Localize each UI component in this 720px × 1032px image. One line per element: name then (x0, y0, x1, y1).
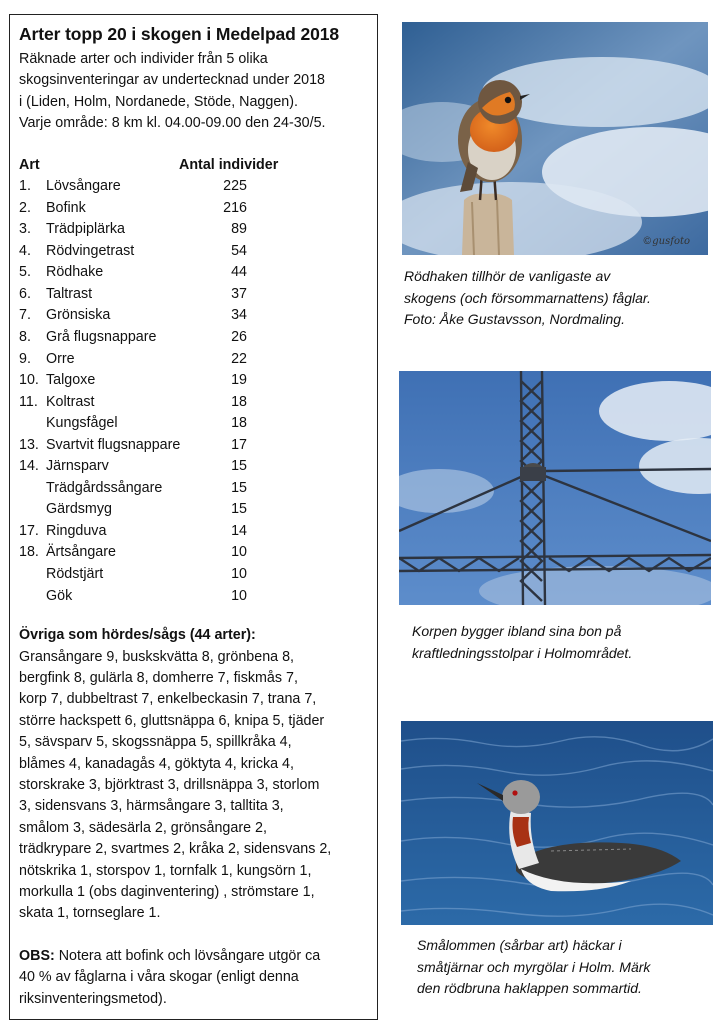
species-rank: 5. (19, 264, 31, 281)
species-name: Ringduva (46, 522, 107, 539)
species-name: Kungsfågel (46, 415, 118, 432)
species-rank: 9. (19, 350, 31, 367)
table-row (19, 392, 369, 414)
species-rank: 6. (19, 285, 31, 302)
obs-line (19, 946, 369, 967)
species-rank: 1. (19, 178, 31, 195)
caption-line: kraftledningsstolpar i Holmområdet. (412, 644, 633, 661)
species-name: Rödvingetrast (46, 242, 135, 259)
column-header-count: Antal individer (179, 156, 279, 173)
obs-line: 40 % av fåglarna i våra skogar (enligt denna (19, 969, 299, 986)
robin-caption (404, 266, 651, 331)
others-list (19, 647, 369, 925)
others-line: storskrake 3, björktrast 3, drillsnäppa 3, storlom (19, 776, 320, 793)
table-row (19, 284, 369, 306)
list-title: Arter topp 20 i skogen i Medelpad 2018 (19, 24, 340, 44)
species-count: 10 (231, 566, 247, 583)
species-count: 22 (231, 350, 247, 367)
species-rank: 2. (19, 199, 31, 216)
photo-watermark: ©gusfoto (642, 236, 690, 247)
species-name: Orre (46, 350, 75, 367)
table-row (19, 305, 369, 327)
others-line: större hackspett 6, gluttsnäppa 6, knipa 5, tjäder (19, 712, 325, 729)
others-line: morkulla 1 (obs daginventering) , strömstare 1, (19, 883, 315, 900)
table-row (19, 198, 369, 220)
intro-line: skogsinventeringar av undertecknad under 2018 (19, 72, 326, 89)
intro-text (19, 49, 369, 135)
species-list-box (9, 14, 378, 1020)
caption-line: den rödbruna haklappen sommartid. (417, 980, 642, 996)
species-rank: 18. (19, 544, 39, 561)
species-count: 54 (231, 242, 247, 259)
species-count: 10 (231, 587, 247, 604)
species-count: 18 (231, 393, 247, 410)
species-rank: 7. (19, 307, 31, 324)
table-row (19, 521, 369, 543)
species-name: Grönsiska (46, 307, 111, 324)
species-name: Järnsparv (46, 458, 109, 475)
others-heading: Övriga som hördes/sågs (44 arter): (19, 627, 256, 644)
others-line: korp 7, dubbeltrast 7, enkelbeckasin 7, trana 7, (19, 691, 317, 708)
species-rank: 11. (19, 393, 38, 410)
table-row (19, 499, 369, 521)
loon-caption (417, 935, 650, 1000)
intro-line: Räknade arter och individer från 5 olika (19, 51, 268, 67)
species-count: 216 (223, 199, 247, 216)
species-count: 44 (231, 264, 247, 281)
intro-line: i (Liden, Holm, Nordanede, Stöde, Naggen). (19, 93, 298, 110)
species-count: 15 (231, 479, 247, 496)
species-count: 34 (231, 307, 247, 324)
species-rank: 3. (19, 221, 31, 238)
caption-line: småtjärnar och myrgölar i Holm. Märk (417, 958, 651, 975)
others-line: 5, sävsparv 5, skogssnäppa 5, spillkråka 4, (19, 734, 292, 751)
species-count: 19 (231, 372, 247, 389)
table-row (19, 478, 369, 500)
caption-line: Foto: Åke Gustavsson, Nordmaling. (404, 311, 625, 327)
species-name: Ärtsångare (46, 544, 116, 561)
species-rank: 13. (19, 436, 39, 453)
table-row (19, 456, 369, 478)
species-count: 18 (231, 415, 247, 432)
table-row (19, 435, 369, 457)
species-count: 15 (231, 458, 247, 475)
table-row (19, 219, 369, 241)
table-row (19, 586, 369, 608)
table-row (19, 349, 369, 371)
table-row (19, 413, 369, 435)
species-rank: 4. (19, 242, 31, 259)
table-row (19, 176, 369, 198)
species-count: 37 (231, 285, 247, 302)
table-row (19, 262, 369, 284)
species-name: Trädgårdssångare (46, 479, 163, 496)
species-name: Talgoxe (46, 372, 96, 389)
species-name: Svartvit flugsnappare (46, 436, 181, 453)
species-count: 225 (223, 178, 247, 195)
obs-note (19, 946, 369, 1010)
species-name: Koltrast (46, 393, 95, 410)
others-line: smålom 3, sädesärla 2, grönsångare 2, (19, 819, 267, 836)
species-count: 89 (231, 221, 247, 238)
species-rank: 17. (19, 522, 39, 539)
species-name: Trädpiplärka (46, 221, 125, 238)
species-count: 17 (231, 436, 247, 453)
loon-photo (401, 721, 713, 925)
others-line: bergfink 8, gulärla 8, domherre 7, fiskmås 7, (19, 669, 298, 686)
obs-line: riksinventeringsmetod). (19, 990, 167, 1007)
species-rank: 14. (19, 458, 39, 475)
species-count: 14 (231, 522, 247, 539)
robin-photo (402, 22, 708, 255)
others-line: skata 1, tornseglare 1. (19, 905, 161, 922)
others-line: nötskrika 1, storspov 1, tornfalk 1, kungsörn 1, (19, 862, 312, 879)
column-header-species: Art (19, 156, 40, 173)
caption-line: Rödhaken tillhör de vanligaste av (404, 268, 611, 284)
species-name: Lövsångare (46, 178, 121, 195)
species-name: Rödstjärt (46, 566, 104, 583)
others-line: Gransångare 9, buskskvätta 8, grönbena 8, (19, 648, 294, 665)
others-line: 3, sidensvans 3, härmsångare 3, talltita 3, (19, 798, 284, 815)
others-line: trädkrypare 2, svartmes 2, kråka 2, sidensvans 2, (19, 841, 332, 858)
species-name: Rödhake (46, 264, 104, 281)
species-name: Grå flugsnappare (46, 329, 157, 345)
species-name: Gärdsmyg (46, 501, 112, 518)
species-rank: 8. (19, 329, 31, 345)
species-name: Taltrast (46, 285, 93, 302)
table-row (19, 241, 369, 263)
species-name: Bofink (46, 199, 86, 216)
table-row (19, 370, 369, 392)
species-rank: 10. (19, 372, 39, 389)
table-row (19, 327, 369, 349)
table-row (19, 542, 369, 564)
species-table (19, 155, 369, 607)
species-name: Gök (46, 587, 73, 604)
pylon-photo (399, 371, 711, 605)
obs-label: OBS: (19, 947, 55, 964)
caption-line: Korpen bygger ibland sina bon på (412, 623, 622, 639)
table-row (19, 564, 369, 586)
species-count: 26 (231, 329, 247, 345)
pylon-caption (412, 621, 632, 664)
table-header (19, 155, 369, 177)
caption-line: skogens (och försommarnattens) fåglar. (404, 289, 651, 306)
obs-text: Notera att bofink och lövsångare utgör ca (54, 947, 321, 964)
intro-line: Varje område: 8 km kl. 04.00-09.00 den 24-30/5. (19, 115, 326, 132)
species-count: 10 (231, 544, 247, 561)
species-count: 15 (231, 501, 247, 518)
others-line: blåmes 4, kanadagås 4, göktyta 4, kricka 4, (19, 755, 294, 772)
caption-line: Smålommen (sårbar art) häckar i (417, 937, 622, 953)
